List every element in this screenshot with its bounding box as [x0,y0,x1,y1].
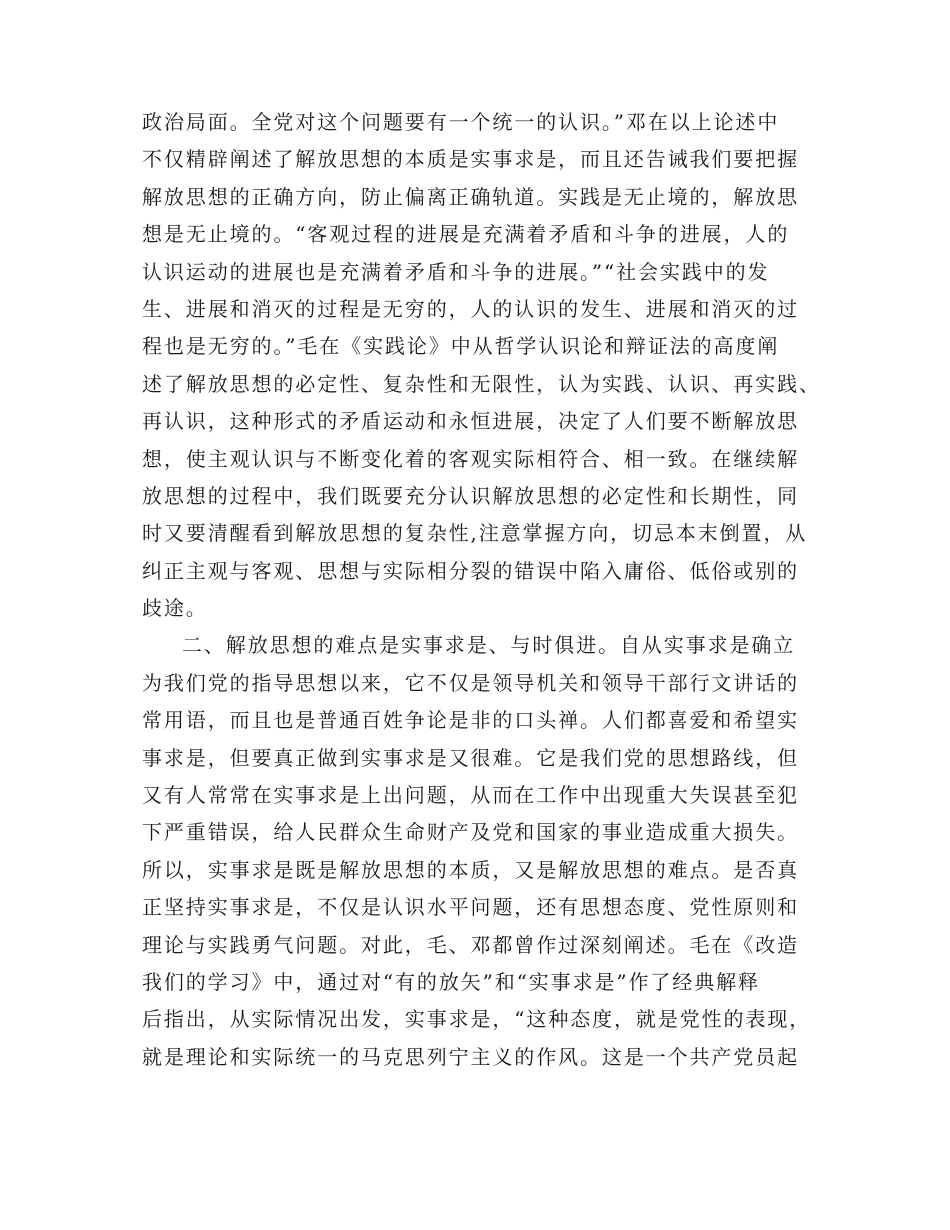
text-line: 程也是无穷的。”毛在《实践论》中从哲学认识论和辩证法的高度阐 [142,334,780,359]
text-line: 纠正主观与客观、思想与实际相分裂的错误中陷入庸俗、低俗或别的 [142,558,799,583]
text-line: 时又要清醒看到解放思想的复杂性,注意掌握方向，切忌本末倒置，从 [142,521,808,546]
text-line: 述了解放思想的必定性、复杂性和无限性，认为实践、认识、再实践、 [142,371,821,396]
text-line: 放思想的过程中，我们既要充分认识解放思想的必定性和长期性，同 [142,483,799,508]
text-line: 所以，实事求是既是解放思想的本质，又是解放思想的难点。是否真 [142,857,799,882]
text-line: 理论与实践勇气问题。对此，毛、邓都曾作过深刻阐述。毛在《改造 [142,932,799,957]
text-line: 再认识，这种形式的矛盾运动和永恒进展，决定了人们要不断解放思 [142,409,799,434]
text-line: 后指出，从实际情况出发，实事求是，“这种态度，就是党性的表现， [142,1007,812,1032]
text-line: 不仅精辟阐述了解放思想的本质是实事求是，而且还告诫我们要把握 [142,147,799,172]
text-line: 生、进展和消灭的过程是无穷的，人的认识的发生、进展和消灭的过 [142,296,799,321]
text-line: 就是理论和实际统一的马克思列宁主义的作风。这是一个共产党员起 [142,1044,799,1069]
text-line: 为我们党的指导思想以来，它不仅是领导机关和领导干部行文讲话的 [142,670,799,695]
text-line: 歧途。 [142,596,208,621]
body-text [142,104,821,1076]
text-line: 解放思想的正确方向，防止偏离正确轨道。实践是无止境的，解放思 [142,184,799,209]
text-line: 常用语，而且也是普通百姓争论是非的口头禅。人们都喜爱和希望实 [142,708,799,733]
text-line: 事求是，但要真正做到实事求是又很难。它是我们党的思想路线，但 [142,745,799,770]
text-line: 想是无止境的。“客观过程的进展是充满着矛盾和斗争的进展，人的 [142,222,790,247]
text-line: 认识运动的进展也是充满着矛盾和斗争的进展。”“社会实践中的发 [142,259,770,284]
text-line: 想，使主观认识与不断变化着的客观实际相符合、相一致。在继续解 [142,446,799,471]
text-line: 正坚持实事求是，不仅是认识水平问题，还有思想态度、党性原则和 [142,895,799,920]
text-line: 又有人常常在实事求是上出问题，从而在工作中出现重大失误甚至犯 [142,783,799,808]
paragraph-start-line: 二、解放思想的难点是实事求是、与时俱进。自从实事求是确立 [182,633,796,658]
text-line: 政治局面。全党对这个问题要有一个统一的认识。”邓在以上论述中 [142,110,780,134]
text-line: 我们的学习》中，通过对“有的放矢”和“实事求是”作了经典解释 [142,969,760,994]
text-line: 下严重错误，给人民群众生命财产及党和国家的事业造成重大损失。 [142,820,799,845]
